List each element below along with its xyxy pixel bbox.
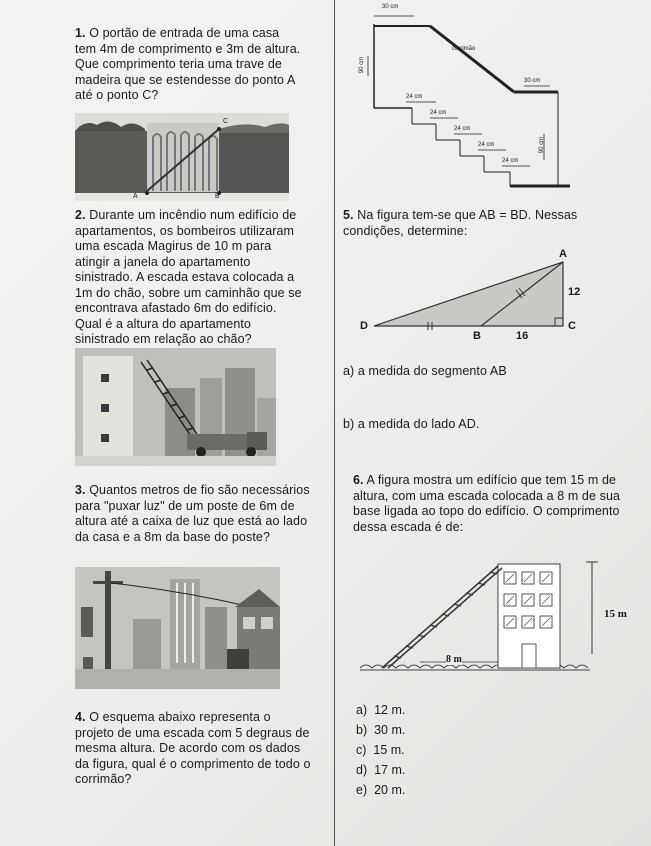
fire-truck-figure (75, 348, 276, 466)
column-divider (334, 0, 335, 846)
question-1 (75, 26, 303, 104)
option-e-value: 20 m. (374, 783, 406, 797)
pole-house-figure (75, 567, 280, 689)
question-6-number: 6. (353, 473, 364, 487)
option-c-letter: c) (356, 743, 367, 757)
stairs-top-label: 30 cm (382, 4, 399, 10)
option-a-value: 12 m. (374, 703, 406, 717)
option-c[interactable] (356, 743, 405, 757)
stairs-left-height-label: 90 cm (359, 56, 366, 74)
question-1-number: 1. (75, 26, 86, 40)
option-e[interactable] (356, 783, 405, 797)
triangle-vertex-b: B (473, 330, 481, 342)
stairs-step-1-label: 24 cm (406, 94, 423, 100)
gate-label-b: B (215, 193, 220, 200)
triangle-diagram (356, 248, 586, 346)
triangle-figure (356, 248, 586, 346)
stairs-right-height-label: 90 cm (539, 136, 546, 154)
question-5-text: Na figura tem-se que AB = BD. Nessas condições, determine: (343, 208, 578, 238)
question-6-text: A figura mostra um edifício que tem 15 m de altura, com uma escada colocada a 8 m de sua base ligada ao topo do edifício. O comprimento dessa escada é de: (353, 473, 621, 534)
ladder-figure (360, 558, 630, 676)
stairs-step-2-label: 24 cm (430, 110, 447, 116)
stairs-figure (360, 4, 580, 196)
ladder-diagram (360, 558, 630, 676)
question-4-text: O esquema abaixo representa o projeto de uma escada com 5 degraus de mesma altura. De acordo com os dados da figura, qual é o comprimento de todo o corrimão? (75, 710, 311, 786)
question-4-number: 4. (75, 710, 86, 724)
triangle-vertex-a: A (559, 248, 567, 260)
option-b-letter: b) (356, 723, 368, 737)
gate-label-a: A (133, 193, 138, 200)
option-a-letter: a) (356, 703, 368, 717)
option-d[interactable] (356, 763, 405, 777)
triangle-vertex-c: C (568, 320, 576, 332)
gate-label-c: C (223, 118, 229, 125)
option-b-value: 30 m. (374, 723, 406, 737)
triangle-side-label: 12 (568, 286, 581, 298)
fire-truck-illustration (75, 348, 276, 466)
option-b[interactable] (356, 723, 405, 737)
question-2-text: Durante um incêndio num edifício de apartamentos, os bombeiros utilizaram uma escada Magirus de 10 m para atingir a janela do apartamento sinistrado. A escada estava colocada a 1m do chão, sobre um caminhão que se encontrava afastado 6m do edifício. Qual é a altura do apartamento sinistrado em relação ao chão? (75, 208, 302, 346)
gate-figure (75, 113, 289, 201)
option-a[interactable] (356, 703, 405, 717)
question-1-text: O portão de entrada de uma casa tem 4m de comprimento e 3m de altura. Que comprimento teria uma trave de madeira que se estendesse do ponto A até o ponto C? (75, 26, 301, 102)
question-3 (75, 483, 310, 545)
question-5-number: 5. (343, 208, 354, 222)
question-4 (75, 710, 311, 788)
question-5-part-b: b) a medida do lado AD. (343, 417, 480, 431)
triangle-base-label: 16 (516, 330, 529, 342)
question-3-number: 3. (75, 483, 86, 497)
stairs-diagram (360, 4, 580, 196)
stairs-corrimao-label: corrimão (452, 46, 476, 52)
pole-house-illustration (75, 567, 280, 689)
option-c-value: 15 m. (373, 743, 405, 757)
stairs-right-top-label: 30 cm (524, 78, 541, 84)
question-5-part-a: a) a medida do segmento AB (343, 364, 507, 378)
stairs-step-3-label: 24 cm (454, 126, 471, 132)
option-d-letter: d) (356, 763, 368, 777)
ladder-height-label: 15 m (604, 608, 627, 620)
stairs-step-5-label: 24 cm (502, 158, 519, 164)
stairs-step-4-label: 24 cm (478, 142, 495, 148)
question-2-number: 2. (75, 208, 86, 222)
option-d-value: 17 m. (374, 763, 406, 777)
question-6 (353, 473, 633, 535)
question-3-text: Quantos metros de fio são necessários para "puxar luz" de um poste de 6m de altura até a caixa de luz que está ao lado da casa e a 8m da base do poste? (75, 483, 310, 544)
question-2 (75, 208, 305, 348)
question-5 (343, 208, 623, 239)
gate-illustration (75, 113, 289, 201)
option-e-letter: e) (356, 783, 368, 797)
triangle-vertex-d: D (360, 320, 368, 332)
ladder-base-label: 8 m (446, 654, 462, 665)
